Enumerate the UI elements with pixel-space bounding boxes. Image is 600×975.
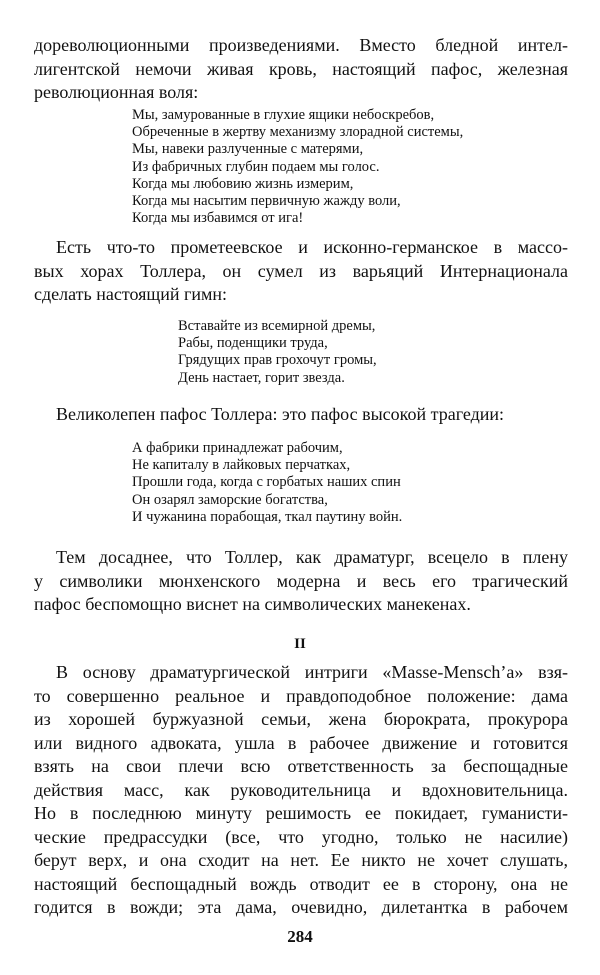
text-line: действия масс, как руководительница и вдохновительница. [34, 779, 568, 800]
verse-line: Когда мы любовию жизнь измерим, [132, 175, 354, 192]
verse-line: Прошли года, когда с горбатых наших спин [132, 474, 401, 491]
paragraph-symbolism [34, 546, 568, 617]
text-line: настоящий беспощадный вождь отводит ее в сторону, она не [34, 873, 568, 894]
text-line: вых хорах Толлера, он сумел из варьяций Интернационала [34, 260, 568, 281]
verse-line: Когда мы насытим первичную жажду воли, [132, 193, 401, 210]
verse-internationale [178, 318, 377, 387]
verse-line: Вставайте из всемирной дремы, [178, 318, 376, 334]
text-line: революционная воля: [34, 82, 199, 102]
text-line: взять на свои плечи всю ответственность за беспощадные [34, 756, 568, 776]
verse-line: И чужанина порабощая, ткал паутину войн. [132, 508, 403, 525]
section-heading: II [294, 636, 306, 652]
text-line: Но в последнюю минуту решимость ее покидает, гуманисти- [34, 803, 568, 823]
paragraph-intro [34, 34, 568, 105]
verse-factories [132, 440, 402, 526]
verse-line: Обреченные в жертву механизму злорадной системы, [132, 124, 464, 141]
text-line: ческие предрассудки (все, что угодно, только не насилие) [34, 826, 568, 847]
text-line: Великолепен пафос Толлера: это пафос высокой трагедии: [56, 404, 505, 424]
verse-line: Когда мы избавимся от ига! [132, 210, 304, 227]
text-line: то совершенно реальное и правдоподобное положение: дама [34, 685, 568, 706]
verse-skyscrapers [132, 107, 463, 227]
text-line: В основу драматургической интриги «Masse-Mensch’a» взя- [56, 662, 568, 682]
text-line: дореволюционными произведениями. Вместо бледной интел- [34, 35, 568, 55]
text-line: лигентской немочи живая кровь, настоящий пафос, железная [34, 58, 568, 79]
text-line: сделать настоящий гимн: [34, 284, 228, 304]
text-line: пафос беспомощно виснет на символических манекенах. [34, 594, 471, 614]
paragraph-tragedy [34, 403, 568, 427]
text-line: Есть что-то прометеевское и исконно-германское в массо- [56, 237, 568, 257]
verse-line: Из фабричных глубин подаем мы голос. [132, 158, 380, 175]
verse-line: А фабрики принадлежат рабочим, [132, 440, 343, 456]
paragraph-toller-hymn [34, 236, 568, 307]
text-line: берут верх, и она сходит на нет. Ее никто не хочет слушать, [34, 850, 568, 870]
text-line: из хорошей буржуазной семьи, жена бюрократа, прокурора [34, 709, 568, 729]
verse-line: Мы, навеки разлученные с матерями, [132, 141, 364, 158]
text-line: годится в вожди; эта дама, очевидно, дилетантка в рабочем [34, 897, 568, 917]
text-line: у символики мюнхенского модерна и весь его трагический [34, 570, 568, 591]
verse-line: Рабы, поденщики труда, [178, 335, 328, 352]
paragraph-section-two [34, 661, 568, 920]
verse-line: Не капиталу в лайковых перчатках, [132, 457, 351, 474]
text-line: Тем досаднее, что Толлер, как драматург, всецело в плену [56, 547, 568, 567]
verse-line: День настает, горит звезда. [178, 369, 345, 386]
verse-line: Он озарял заморские богатства, [132, 491, 328, 508]
verse-line: Грядущих прав грохочут громы, [178, 352, 377, 369]
text-line: или видного адвоката, ушла в рабочее движение и готовится [34, 732, 568, 753]
verse-line: Мы, замурованные в глухие ящики небоскребов, [132, 107, 435, 123]
page-number: 284 [287, 927, 313, 946]
